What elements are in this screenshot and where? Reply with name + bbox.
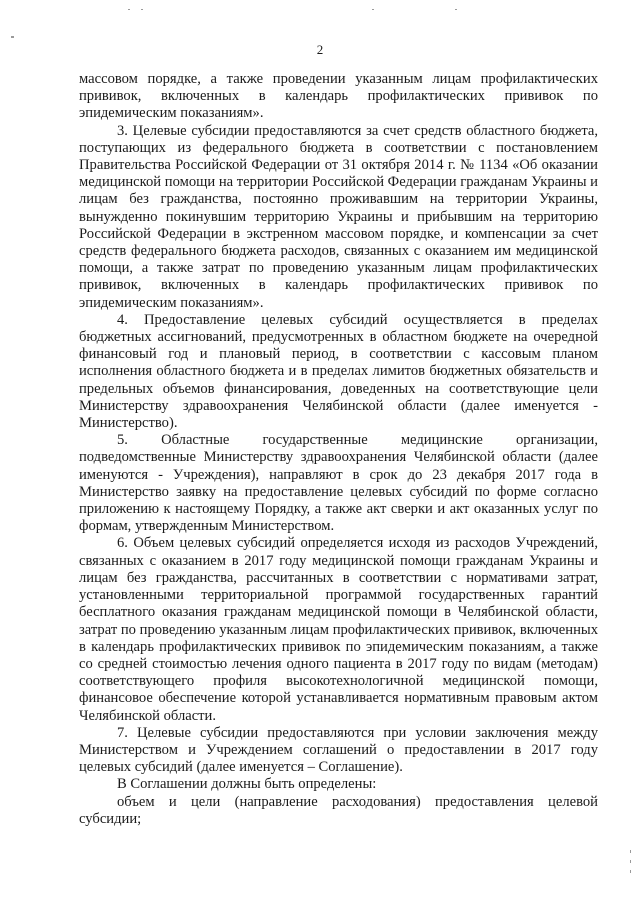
scan-speck: [630, 870, 631, 873]
paragraph-continuation: массовом порядке, а также проведении указанным лицам профилактических прививок, включенных в календарь профилактических прививок по эпидемическим показаниям».: [79, 71, 598, 122]
scan-speck: [630, 850, 631, 853]
scan-speck: [455, 9, 457, 10]
scan-speck: [372, 9, 374, 10]
page-number: 2: [316, 42, 324, 57]
document-body: [79, 71, 598, 828]
paragraph-agreement-intro: В Соглашении должны быть определены:: [117, 776, 377, 793]
paragraph-7: 7. Целевые субсидии предоставляются при условии заключения между Министерством и Учреждением соглашений о предоставлении в 2017 году целевых субсидий (далее именуется – Соглашение).: [79, 724, 598, 776]
scan-speck: [630, 860, 631, 863]
paragraph-3: 3. Целевые субсидии предоставляются за счет средств областного бюджета, поступающих из федерального бюджета в соответствии с постановлением Правительства Российской Федерации от 31 октября 2014 г. № 1134 «Об оказании медицинской помощи на территории Российской Федерации гражданам Украины и лицам без гражданства, постоянно проживавшим на территории Украины, вынужденно покинувшим территорию Украины и прибывшим на территорию Российской Федерации в экстренном массовом порядке, и компенсации за счет средств федерального бюджета расходов, связанных с оказанием им медицинской помощи, а также затрат по проведению указанным лицам профилактических прививок, включенных в календарь профилактических прививок по эпидемическим показаниям».: [79, 122, 598, 311]
paragraph-4: 4. Предоставление целевых субсидий осуществляется в пределах бюджетных ассигнований, предусмотренных в областном бюджете на очередной финансовый год и плановый период, в соответствии с кассовым планом исполнения областного бюджета и в пределах лимитов бюджетных обязательств и предельных объемов финансирования, доведенных на соответствующие цели Министерству здравоохранения Челябинской области (далее именуется - Министерство).: [79, 311, 598, 432]
paragraph-agreement-item: объем и цели (направление расходования) предоставления целевой субсидии;: [79, 793, 598, 827]
paragraph-5: 5. Областные государственные медицинские организации, подведомственные Министерству здравоохранения Челябинской области (далее именуются - Учреждения), направляют в срок до 23 декабря 2017 года в Министерство заявку на предоставление целевых субсидий по форме согласно приложению к настоящему Порядку, а также акт сверки и акт оказанных услуг по формам, утвержденным Министерством.: [79, 432, 598, 535]
paragraph-6: 6. Объем целевых субсидий определяется исходя из расходов Учреждений, связанных с оказанием в 2017 году медицинской помощи гражданам Украины и лицам без гражданства, рассчитанных в соответствии с нормативами затрат, установленными территориальной программой государственных гарантий бесплатного оказания гражданам медицинской помощи в Челябинской области, затрат по проведению указанным лицам профилактических прививок, включенных в календарь профилактических прививок по эпидемическим показаниям, а также со средней стоимостью лечения одного пациента в 2017 году по видам (методам) соответствующего профиля высокотехнологичной медицинской помощи, финансовое обеспечение которой устанавливается нормативным правовым актом Челябинской области.: [79, 535, 598, 724]
scan-speck: [141, 9, 143, 10]
scan-speck: [11, 36, 14, 38]
scan-speck: [128, 9, 130, 10]
